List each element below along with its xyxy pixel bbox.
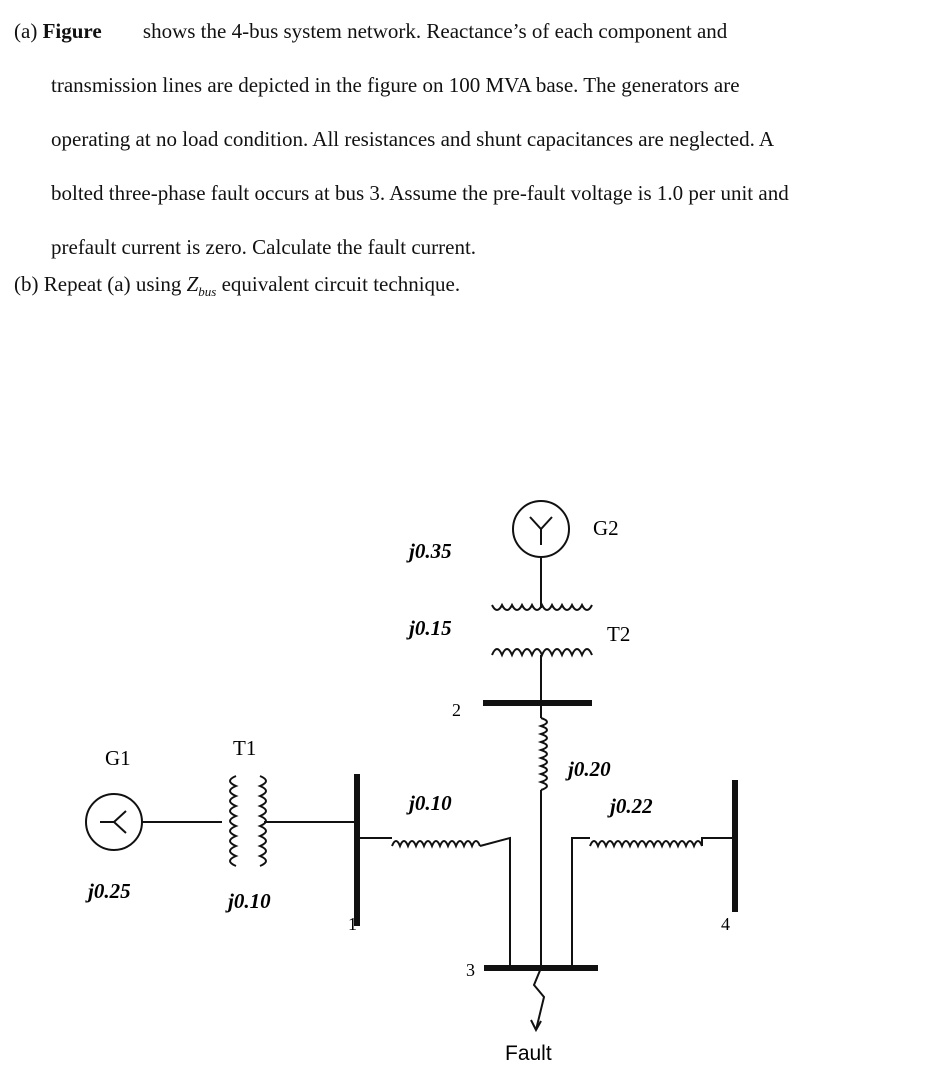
part-a-line-5: prefault current is zero. Calculate the fault current. xyxy=(51,235,477,259)
fault-arrow-icon xyxy=(531,968,544,1030)
part-a-line-4: bolted three-phase fault occurs at bus 3. Assume the pre-fault voltage is 1.0 per unit and xyxy=(51,181,789,205)
part-a-text-1: shows the 4-bus system network. Reactance’s of each component and xyxy=(142,19,728,43)
fault-label: Fault xyxy=(505,1042,552,1065)
bus-3-label: 3 xyxy=(466,960,475,980)
bus-2-label: 2 xyxy=(452,700,461,720)
transformer-t1-symbol xyxy=(230,776,266,866)
line-2-3 xyxy=(541,703,547,968)
bus-1-label: 1 xyxy=(348,914,357,934)
g1-label: G1 xyxy=(105,746,131,770)
g1-reactance: j0.25 xyxy=(88,879,131,903)
g2-reactance: j0.35 xyxy=(409,539,452,563)
part-b-suffix: equivalent circuit technique. xyxy=(216,272,461,296)
transformer-t2-symbol xyxy=(492,605,592,655)
part-a-label: (a) xyxy=(14,19,38,43)
t2-reactance: j0.15 xyxy=(409,616,452,640)
t2-label: T2 xyxy=(607,622,631,646)
bus-4-label: 4 xyxy=(721,914,730,934)
zbus-symbol: $Z_{bus}$ xyxy=(186,272,217,300)
line-2-3-reactance: j0.20 xyxy=(568,757,611,781)
generator-g1-symbol xyxy=(86,794,142,850)
zbus-subscript: bus xyxy=(198,284,217,300)
part-b-prefix: (b) Repeat (a) using xyxy=(14,272,187,296)
t1-reactance: j0.10 xyxy=(228,889,271,913)
line-3-4-reactance: j0.22 xyxy=(610,794,653,818)
t1-label: T1 xyxy=(233,736,257,760)
part-a-line-2: transmission lines are depicted in the figure on 100 MVA base. The generators are xyxy=(51,73,740,97)
part-a-line-3: operating at no load condition. All resistances and shunt capacitances are neglected. A xyxy=(51,127,775,151)
line-3-4 xyxy=(572,838,735,968)
g2-label: G2 xyxy=(593,516,619,540)
line-1-3-reactance: j0.10 xyxy=(409,791,452,815)
generator-g2-symbol xyxy=(513,501,569,557)
line-1-3 xyxy=(357,838,510,968)
figure-reference: Figure xyxy=(42,19,102,43)
